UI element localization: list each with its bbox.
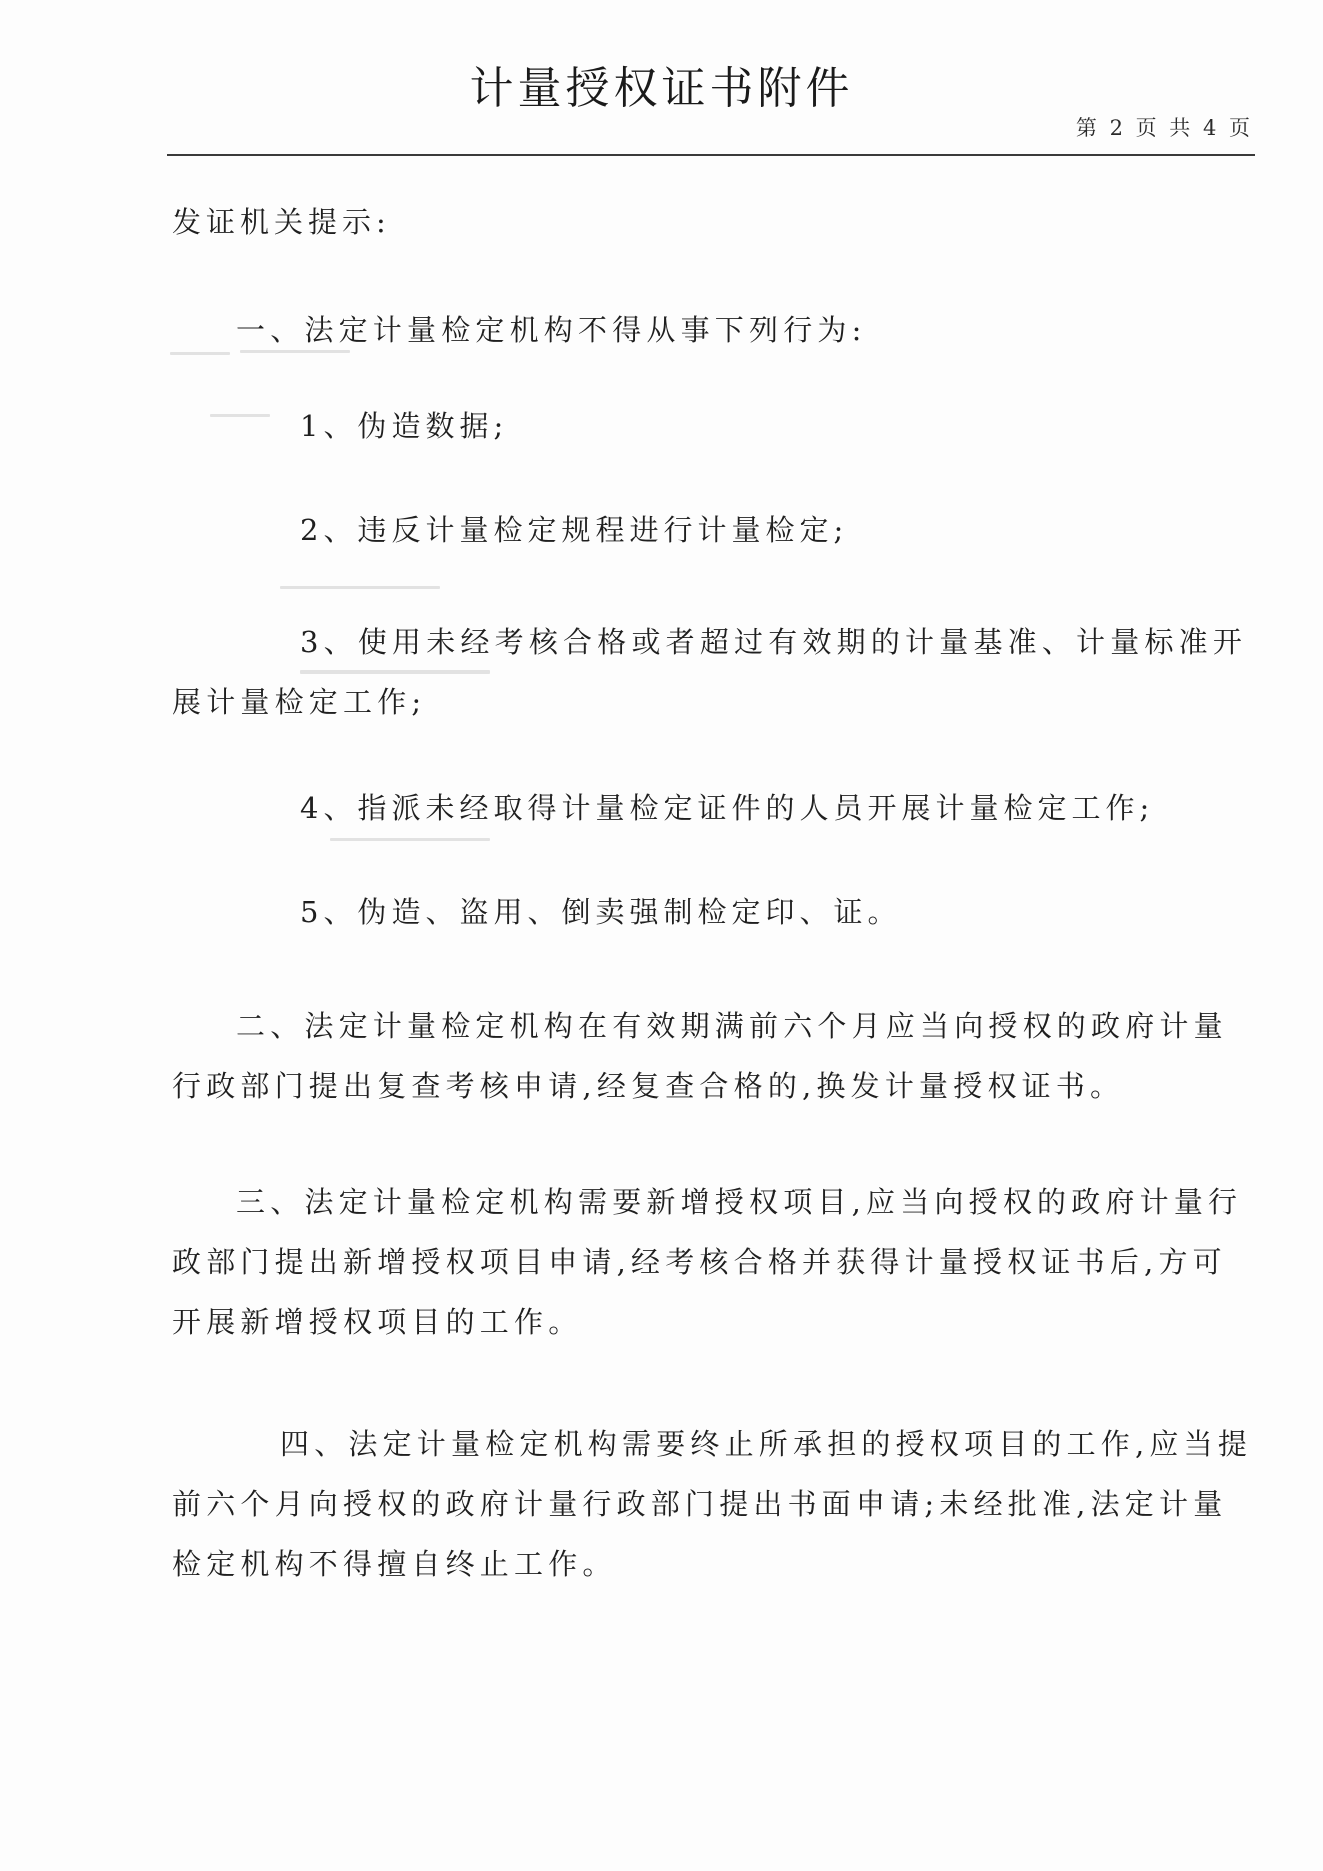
scan-noise-mark [300, 670, 490, 674]
scan-noise-mark [210, 414, 270, 417]
notice-heading: 发证机关提示: [172, 205, 391, 239]
section-3-text: 三、法定计量检定机构需要新增授权项目,应当向授权的政府计量行政部门提出新增授权项目申请,经考核合格并获得计量授权证书后,方可开展新增授权项目的工作。 [172, 1185, 1243, 1339]
document-title: 计量授权证书附件 [469, 63, 854, 114]
section-2-text: 二、法定计量检定机构在有效期满前六个月应当向授权的政府计量行政部门提出复查考核申请,经复查合格的,换发计量授权证书。 [172, 1009, 1228, 1103]
scan-noise-mark [240, 350, 350, 353]
section-4-text: 四、法定计量检定机构需要终止所承担的授权项目的工作,应当提前六个月向授权的政府计量行政部门提出书面申请;未经批准,法定计量检定机构不得擅自终止工作。 [172, 1427, 1253, 1581]
scan-noise-mark [170, 352, 230, 355]
section-1-item-5: 5、伪造、盗用、倒卖强制检定印、证。 [300, 895, 902, 929]
scan-noise-mark [330, 838, 490, 841]
section-1-item-3: 3、使用未经考核合格或者超过有效期的计量基准、计量标准开展计量检定工作; [172, 625, 1248, 719]
section-1-text: 一、法定计量检定机构不得从事下列行为: [236, 313, 867, 347]
header-divider [167, 154, 1255, 156]
section-1-item-2: 2、违反计量检定规程进行计量检定; [300, 513, 849, 547]
section-1-item-1: 1、伪造数据; [300, 409, 509, 443]
section-1-item-4: 4、指派未经取得计量检定证件的人员开展计量检定工作; [300, 791, 1155, 825]
page-indicator: 第 2 页 共 4 页 [1075, 116, 1253, 140]
scan-noise-mark [280, 586, 440, 589]
